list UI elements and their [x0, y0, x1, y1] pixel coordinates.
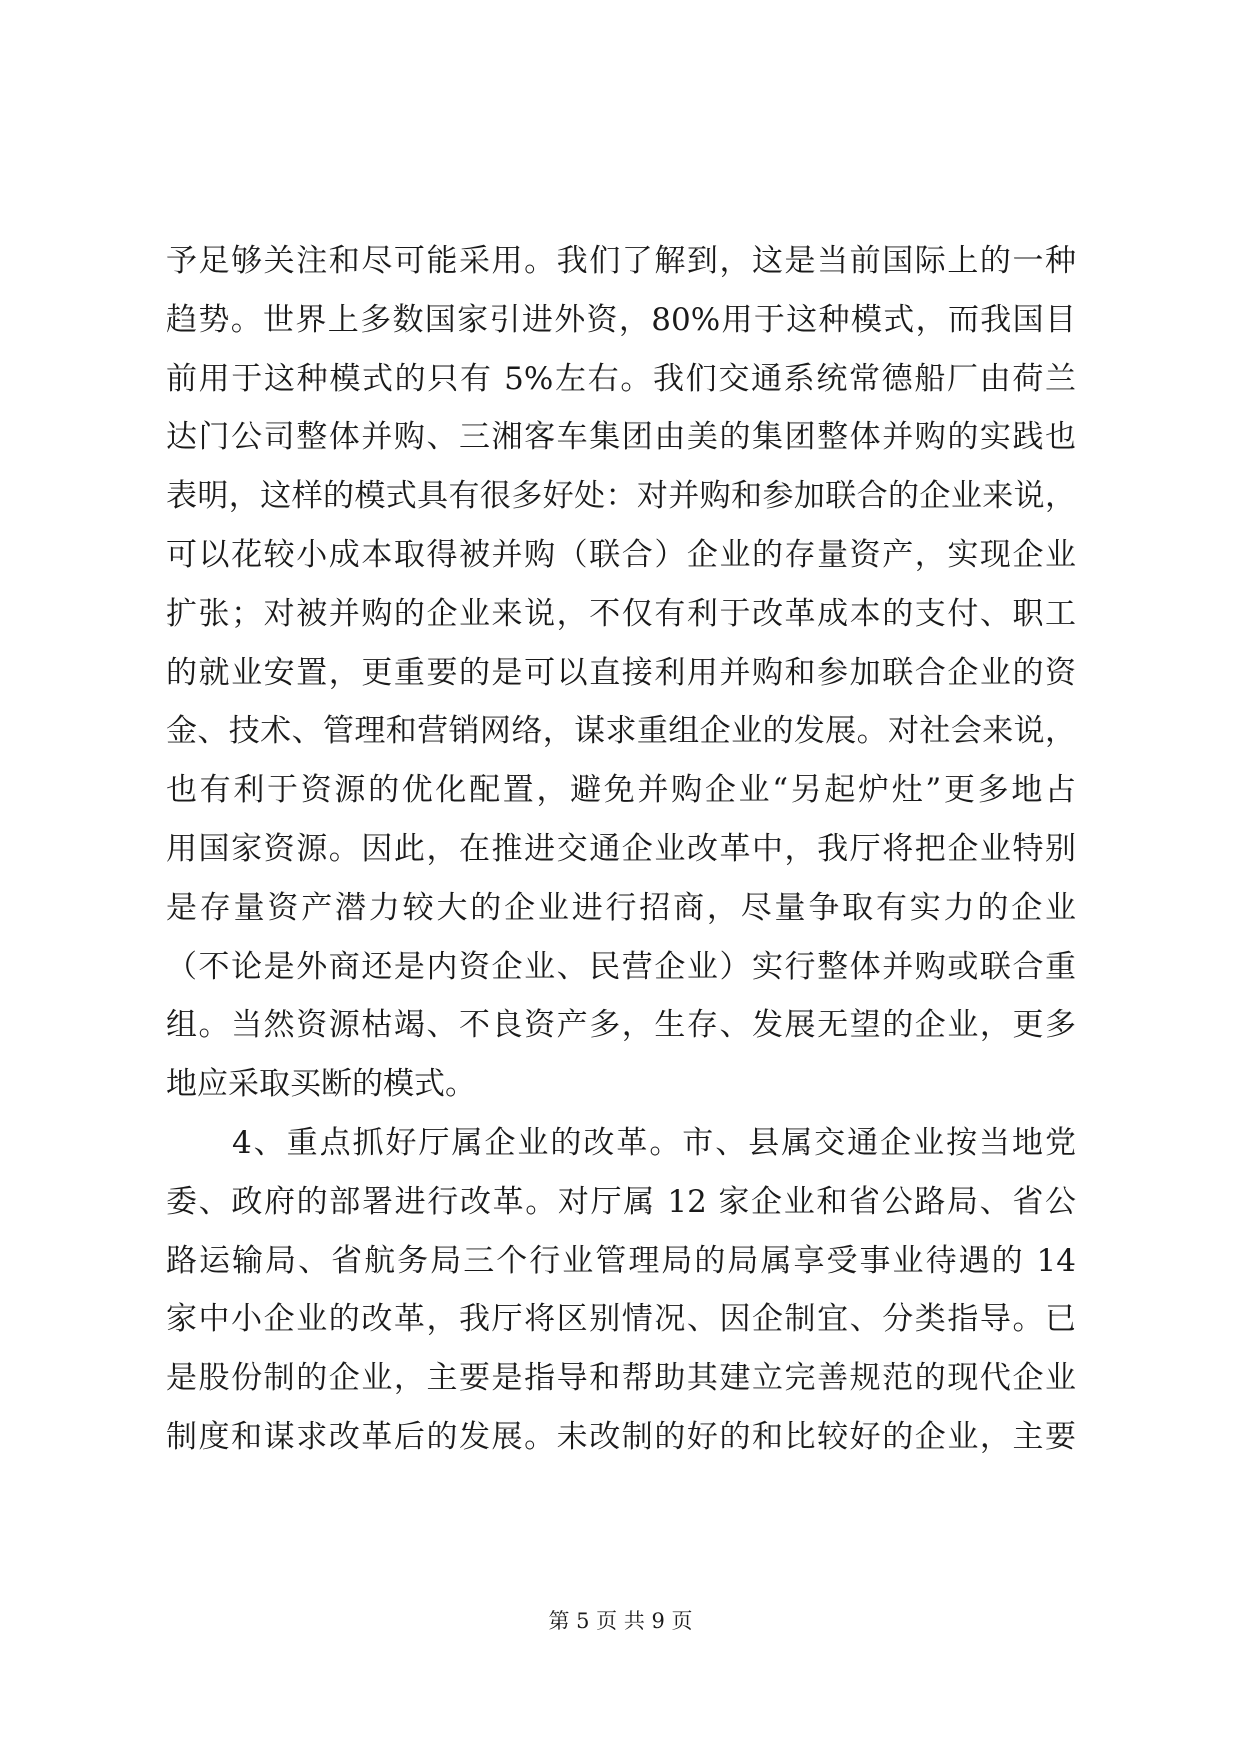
text-line: 达门公司整体并购、三湘客车集团由美的集团整体并购的实践也: [166, 419, 1076, 456]
text-line: 家中小企业的改革，我厅将区别情况、因企制宜、分类指导。已: [166, 1301, 1076, 1338]
text-line: 委、政府的部署进行改革。对厅属 12 家企业和省公路局、省公: [166, 1183, 1076, 1220]
text-line: 趋势。世界上多数国家引进外资，80%用于这种模式，而我国目: [166, 301, 1076, 338]
text-line: 予足够关注和尽可能采用。我们了解到，这是当前国际上的一种: [166, 243, 1076, 279]
text-line: 前用于这种模式的只有 5%左右。我们交通系统常德船厂由荷兰: [166, 360, 1076, 397]
text-line: 制度和谋求改革后的发展。未改制的好的和比较好的企业，主要: [166, 1418, 1076, 1455]
text-line: 4、重点抓好厅属企业的改革。市、县属交通企业按当地党: [166, 1124, 1076, 1161]
text-line: 表明，这样的模式具有很多好处：对并购和参加联合的企业来说，: [166, 478, 1076, 515]
body-text: [166, 232, 1076, 1467]
text-line: 组。当然资源枯竭、不良资产多，生存、发展无望的企业，更多: [166, 1007, 1076, 1044]
text-line: 路运输局、省航务局三个行业管理局的局属享受事业待遇的 14: [166, 1242, 1076, 1279]
text-line: 用国家资源。因此，在推进交通企业改革中，我厅将把企业特别: [166, 830, 1076, 867]
text-line: 扩张；对被并购的企业来说，不仅有利于改革成本的支付、职工: [166, 595, 1076, 632]
text-line: 也有利于资源的优化配置，避免并购企业“另起炉灶”更多地占: [166, 772, 1076, 809]
text-line: （不论是外商还是内资企业、民营企业）实行整体并购或联合重: [166, 948, 1076, 985]
text-line: 是存量资产潜力较大的企业进行招商，尽量争取有实力的企业: [166, 889, 1076, 926]
text-line: 是股份制的企业，主要是指导和帮助其建立完善规范的现代企业: [166, 1360, 1076, 1397]
text-line: 可以花较小成本取得被并购（联合）企业的存量资产，实现企业: [166, 536, 1076, 573]
text-line: 的就业安置，更重要的是可以直接利用并购和参加联合企业的资: [166, 654, 1076, 691]
text-line: 地应采取买断的模式。: [166, 1066, 476, 1103]
page-number-footer: 第 5 页 共 9 页: [548, 1609, 693, 1633]
text-line: 金、技术、管理和营销网络，谋求重组企业的发展。对社会来说，: [166, 713, 1076, 750]
